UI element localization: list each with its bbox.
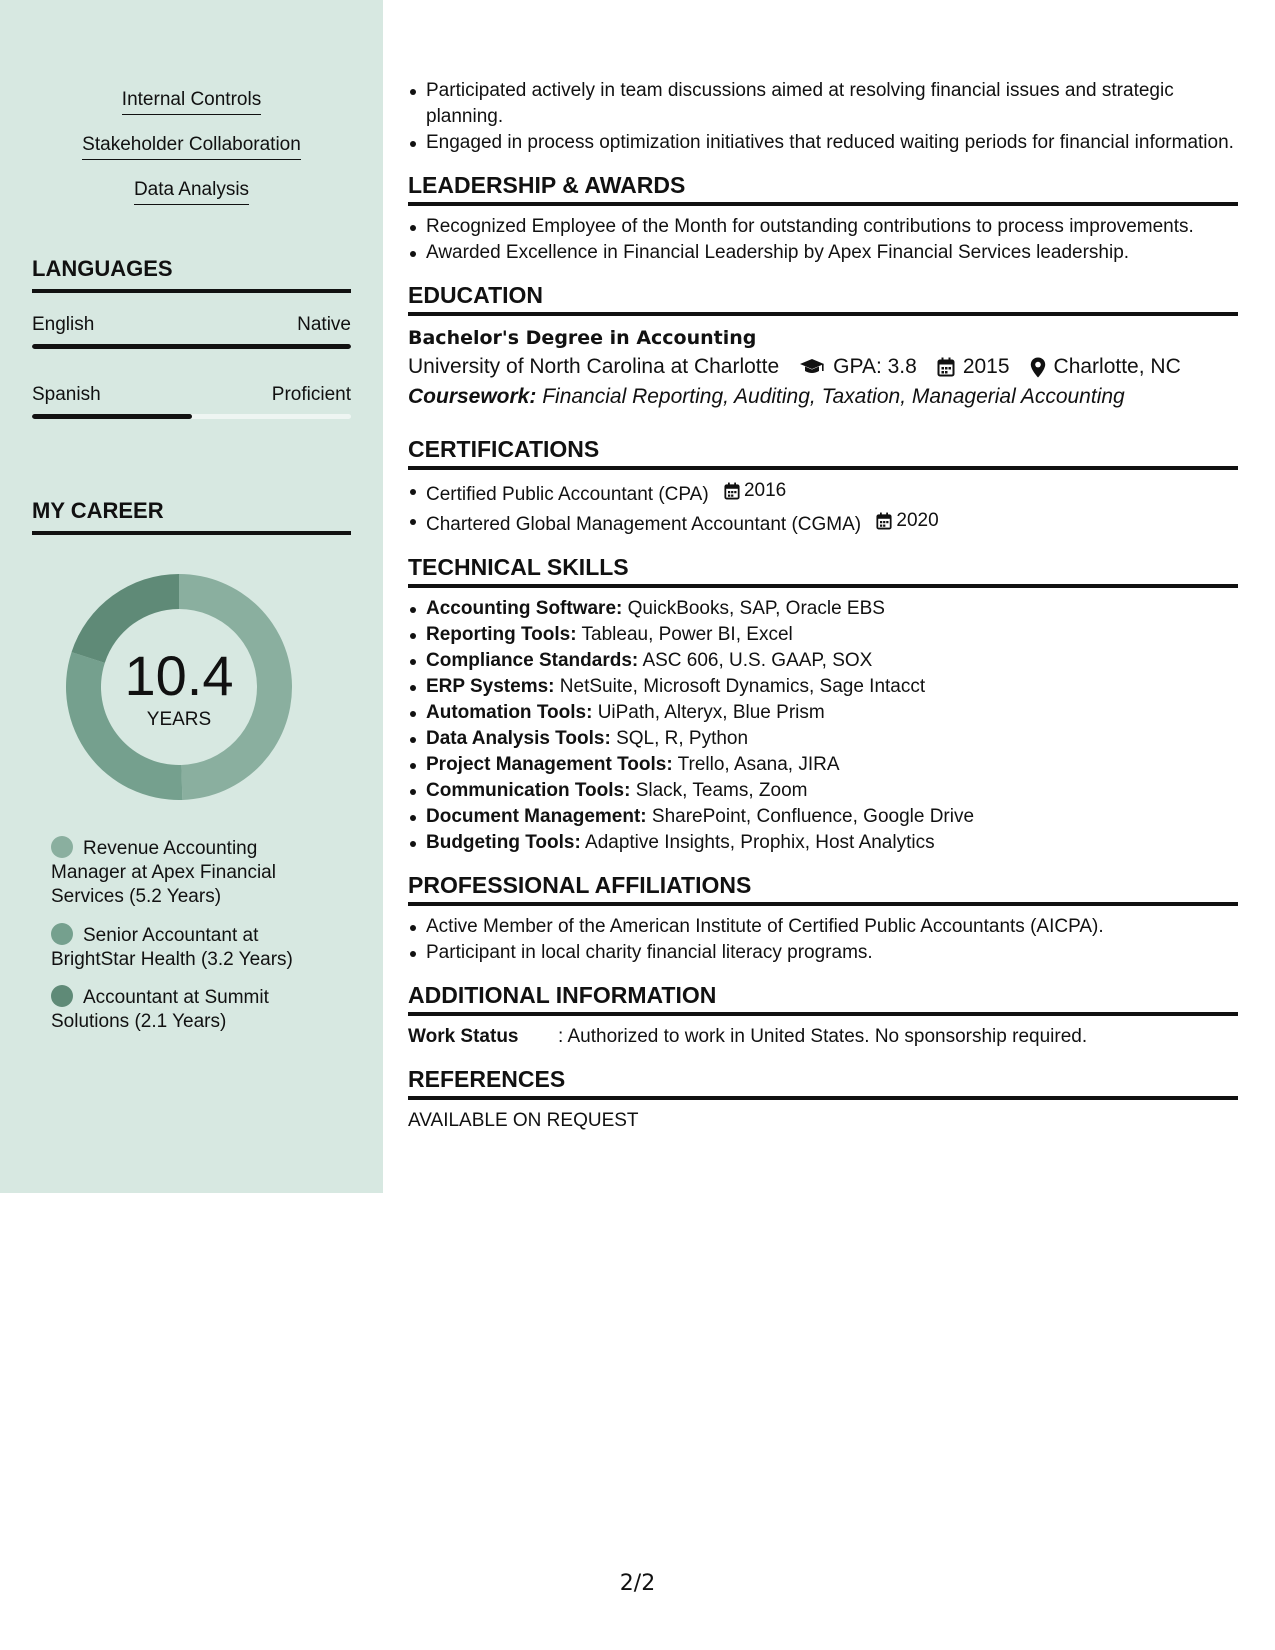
list-item (426, 726, 1238, 752)
education-details (408, 352, 1238, 382)
coursework (408, 382, 1238, 412)
calendar-icon (937, 357, 955, 377)
skill-value: SharePoint, Confluence, Google Drive (651, 806, 975, 827)
skill-tag-label: Internal Controls (122, 88, 261, 115)
main-content (408, 78, 1238, 1134)
career-legend-text: Revenue Accounting Manager at Apex Financial Services (5.2 Years) (51, 838, 276, 907)
work-status-row (408, 1024, 1238, 1050)
career-total-years: 10.4 (124, 644, 234, 707)
skill-value: Slack, Teams, Zoom (635, 780, 808, 801)
language-level: Proficient (271, 384, 351, 405)
language-row (32, 313, 351, 337)
skill-value: QuickBooks, SAP, Oracle EBS (627, 598, 885, 619)
skill-label: Compliance Standards: (426, 650, 639, 671)
skill-tag-label: Stakeholder Collaboration (82, 133, 301, 160)
section-heading: REFERENCES (408, 1064, 1238, 1100)
skill-tag (0, 133, 383, 160)
language-proficiency-bar (32, 344, 351, 349)
experience-bullet-list (408, 78, 1238, 156)
skill-label: ERP Systems: (426, 676, 555, 697)
skill-label: Document Management: (426, 806, 647, 827)
list-item (426, 622, 1238, 648)
skill-value: UiPath, Alteryx, Blue Prism (597, 702, 825, 723)
work-status-label: Work Status (408, 1026, 519, 1047)
list-item (426, 648, 1238, 674)
education-section (408, 280, 1238, 412)
section-heading: ADDITIONAL INFORMATION (408, 980, 1238, 1016)
career-legend-dot (51, 836, 73, 858)
list-item (426, 830, 1238, 856)
skill-tag (0, 178, 383, 205)
list-item: Recognized Employee of the Month for outstanding contributions to process improvements. (426, 214, 1238, 240)
skill-value: ASC 606, U.S. GAAP, SOX (642, 650, 873, 671)
career-legend-dot (51, 923, 73, 945)
skill-label: Accounting Software: (426, 598, 623, 619)
languages-heading: LANGUAGES (32, 255, 351, 293)
section-heading: LEADERSHIP & AWARDS (408, 170, 1238, 206)
career-legend-item (51, 985, 311, 1034)
leadership-section (408, 170, 1238, 266)
skill-value: SQL, R, Python (616, 728, 749, 749)
references-section (408, 1064, 1238, 1134)
page-number: 2/2 (619, 1571, 656, 1596)
technical-skills-section (408, 552, 1238, 856)
career-legend-text: Accountant at Summit Solutions (2.1 Years) (51, 987, 269, 1032)
language-name: Spanish (32, 384, 101, 405)
language-name: English (32, 314, 95, 335)
list-item: Participated actively in team discussions aimed at resolving financial issues and strategic planning. (426, 78, 1238, 130)
language-proficiency-fill (32, 344, 351, 349)
certification-name: Chartered Global Management Accountant (CGMA) (426, 514, 862, 535)
skill-value: Adaptive Insights, Prophix, Host Analytics (585, 832, 935, 853)
list-item (426, 804, 1238, 830)
section-heading: TECHNICAL SKILLS (408, 552, 1238, 588)
additional-info-section (408, 980, 1238, 1050)
work-status-value: : Authorized to work in United States. No sponsorship required. (558, 1026, 1088, 1047)
certification-year: 2020 (896, 510, 939, 531)
career-total-unit: YEARS (146, 709, 212, 730)
calendar-icon (876, 512, 892, 530)
list-item (426, 596, 1238, 622)
school-name: University of North Carolina at Charlotte (408, 355, 780, 378)
skill-value: Trello, Asana, JIRA (677, 754, 840, 775)
location-pin-icon (1030, 357, 1046, 378)
list-item: Awarded Excellence in Financial Leadership by Apex Financial Services leadership. (426, 240, 1238, 266)
certification-name: Certified Public Accountant (CPA) (426, 484, 709, 505)
references-text: AVAILABLE ON REQUEST (408, 1110, 639, 1131)
skill-label: Project Management Tools: (426, 754, 673, 775)
list-item: Participant in local charity financial literacy programs. (426, 940, 1238, 966)
skill-value: Tableau, Power BI, Excel (581, 624, 793, 645)
skill-value: NetSuite, Microsoft Dynamics, Sage Intacct (559, 676, 926, 697)
skill-label: Communication Tools: (426, 780, 631, 801)
skill-label: Reporting Tools: (426, 624, 577, 645)
list-item (426, 778, 1238, 804)
skill-label: Automation Tools: (426, 702, 593, 723)
skill-label: Data Analysis Tools: (426, 728, 611, 749)
list-item (426, 752, 1238, 778)
list-item (426, 508, 1238, 538)
language-proficiency-fill (32, 414, 192, 419)
language-row (32, 383, 351, 407)
list-item (426, 674, 1238, 700)
certifications-section (408, 434, 1238, 538)
coursework-list: Financial Reporting, Auditing, Taxation, Managerial Accounting (542, 385, 1125, 408)
skill-tag-label: Data Analysis (134, 178, 249, 205)
skill-label: Budgeting Tools: (426, 832, 581, 853)
list-item (426, 478, 1238, 508)
section-heading: EDUCATION (408, 280, 1238, 316)
language-level: Native (297, 314, 351, 335)
career-legend-dot (51, 985, 73, 1007)
language-proficiency-bar (32, 414, 351, 419)
degree-title: Bachelor's Degree in Accounting (408, 327, 757, 349)
coursework-label: Coursework: (408, 385, 537, 408)
graduation-year: 2015 (962, 355, 1010, 378)
career-legend-item (51, 923, 311, 972)
calendar-icon (724, 482, 740, 500)
affiliations-section (408, 870, 1238, 966)
school-location: Charlotte, NC (1053, 355, 1181, 378)
career-legend-text: Senior Accountant at BrightStar Health (3.2 Years) (51, 925, 293, 970)
list-item (426, 700, 1238, 726)
list-item: Active Member of the American Institute of Certified Public Accountants (AICPA). (426, 914, 1238, 940)
graduation-cap-icon (799, 358, 825, 376)
career-heading: MY CAREER (32, 497, 351, 535)
sidebar (0, 0, 383, 1193)
career-legend-item (51, 836, 311, 909)
gpa: GPA: 3.8 (833, 355, 917, 378)
section-heading: CERTIFICATIONS (408, 434, 1238, 470)
list-item: Engaged in process optimization initiatives that reduced waiting periods for financial information. (426, 130, 1238, 156)
skill-tag (0, 88, 383, 115)
certification-year: 2016 (743, 480, 787, 501)
section-heading: PROFESSIONAL AFFILIATIONS (408, 870, 1238, 906)
